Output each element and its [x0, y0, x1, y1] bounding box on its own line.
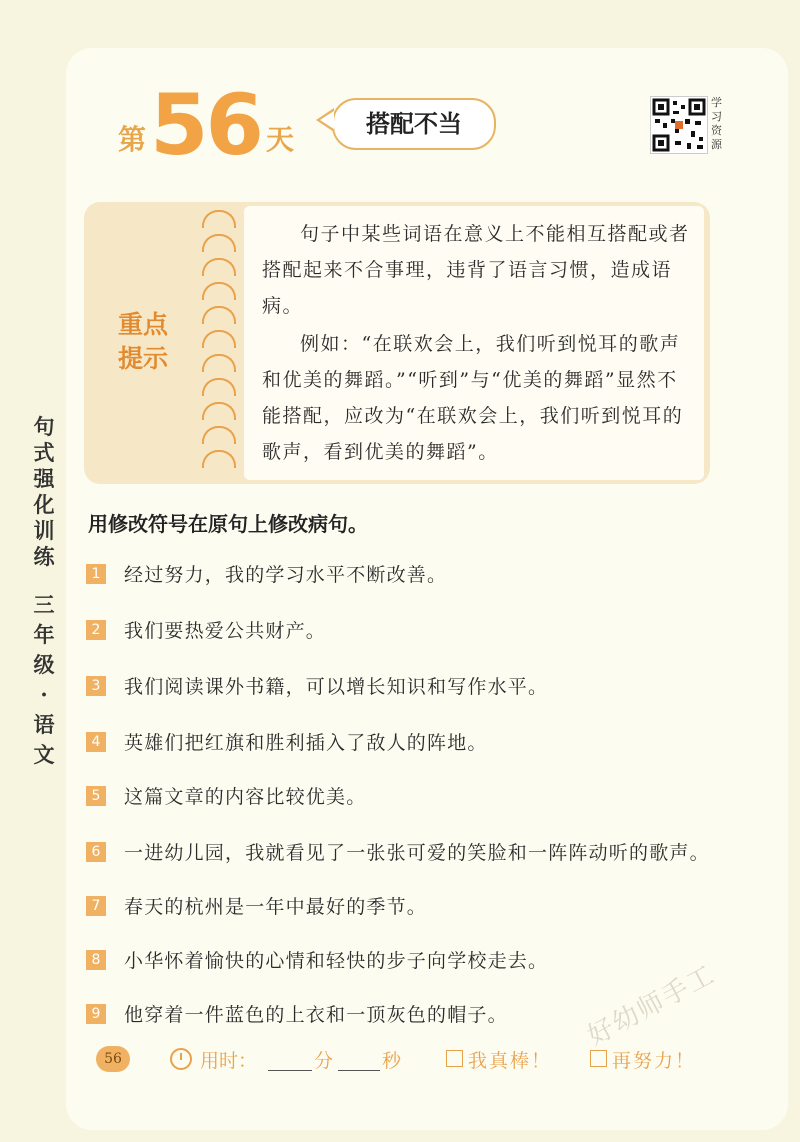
binder-rings — [198, 208, 242, 478]
binder-ring-icon — [202, 306, 236, 324]
binder-ring-icon — [202, 378, 236, 396]
seconds-blank[interactable] — [338, 1070, 380, 1071]
question-sentence[interactable]: 我们要热爱公共财产。 — [124, 620, 327, 642]
binder-ring-icon — [202, 354, 236, 372]
question-number: 5 — [86, 786, 106, 806]
grade-subject: 三年级·语文 — [33, 592, 55, 767]
question-sentence[interactable]: 经过努力，我的学习水平不断改善。 — [124, 564, 448, 586]
page-number: 56 — [96, 1046, 130, 1072]
qr-code-icon[interactable] — [650, 96, 708, 154]
question-number: 3 — [86, 676, 106, 696]
question-number: 7 — [86, 896, 106, 916]
question-sentence[interactable]: 他穿着一件蓝色的上衣和一顶灰色的帽子。 — [124, 1004, 508, 1026]
minutes-unit: 分 — [314, 1050, 334, 1072]
day-suffix: 天 — [266, 123, 295, 156]
question-sentence[interactable]: 一进幼儿园，我就看见了一张张可爱的笑脸和一阵阵动听的歌声。 — [124, 842, 710, 864]
binder-ring-icon — [202, 402, 236, 420]
watermark: 好幼师手工 — [582, 959, 721, 1052]
great-checkbox[interactable] — [446, 1050, 463, 1067]
topic-title: 搭配不当 — [366, 110, 462, 138]
qr-code-label: 学习资源 — [711, 96, 722, 151]
question-sentence[interactable]: 我们阅读课外书籍，可以增长知识和写作水平。 — [124, 676, 549, 698]
question-number: 8 — [86, 950, 106, 970]
binder-ring-icon — [202, 426, 236, 444]
question-sentence[interactable]: 英雄们把红旗和胜利插入了敌人的阵地。 — [124, 732, 488, 754]
question-number: 1 — [86, 564, 106, 584]
question-sentence[interactable]: 春天的杭州是一年中最好的季节。 — [124, 896, 428, 918]
alarm-clock-icon — [170, 1048, 192, 1070]
binder-ring-icon — [202, 258, 236, 276]
binder-ring-icon — [202, 282, 236, 300]
question-number: 2 — [86, 620, 106, 640]
try-again-label: 再努力！ — [612, 1050, 697, 1072]
question-number: 4 — [86, 732, 106, 752]
exercise-instruction: 用修改符号在原句上修改病句。 — [88, 512, 368, 536]
series-title: 句式强化训练 — [33, 414, 55, 569]
day-prefix: 第 — [118, 123, 147, 156]
seconds-unit: 秒 — [382, 1050, 402, 1072]
binder-ring-icon — [202, 210, 236, 228]
question-number: 9 — [86, 1004, 106, 1024]
binder-ring-icon — [202, 450, 236, 468]
great-label: 我真棒！ — [468, 1050, 553, 1072]
day-number: 56 — [150, 76, 261, 174]
minutes-blank[interactable] — [268, 1070, 312, 1071]
tips-paragraph-definition: 句子中某些词语在意义上不能相互搭配或者搭配起来不合事理，违背了语言习惯，造成语病。 — [262, 223, 690, 317]
time-used-label: 用时： — [200, 1050, 258, 1072]
tips-paragraph-example: 例如：“在联欢会上，我们听到悦耳的歌声和优美的舞蹈。”“听到”与“优美的舞蹈”显然不能搭配，应改为“在联欢会上，我们听到悦耳的歌声，看到优美的舞蹈”。 — [262, 333, 684, 463]
try-again-checkbox[interactable] — [590, 1050, 607, 1067]
footer — [96, 1044, 696, 1084]
tips-label: 重点提示 — [118, 310, 169, 373]
binder-ring-icon — [202, 234, 236, 252]
question-number: 6 — [86, 842, 106, 862]
question-sentence[interactable]: 这篇文章的内容比较优美。 — [124, 786, 367, 808]
question-sentence[interactable]: 小华怀着愉快的心情和轻快的步子向学校走去。 — [124, 950, 549, 972]
binder-ring-icon — [202, 330, 236, 348]
